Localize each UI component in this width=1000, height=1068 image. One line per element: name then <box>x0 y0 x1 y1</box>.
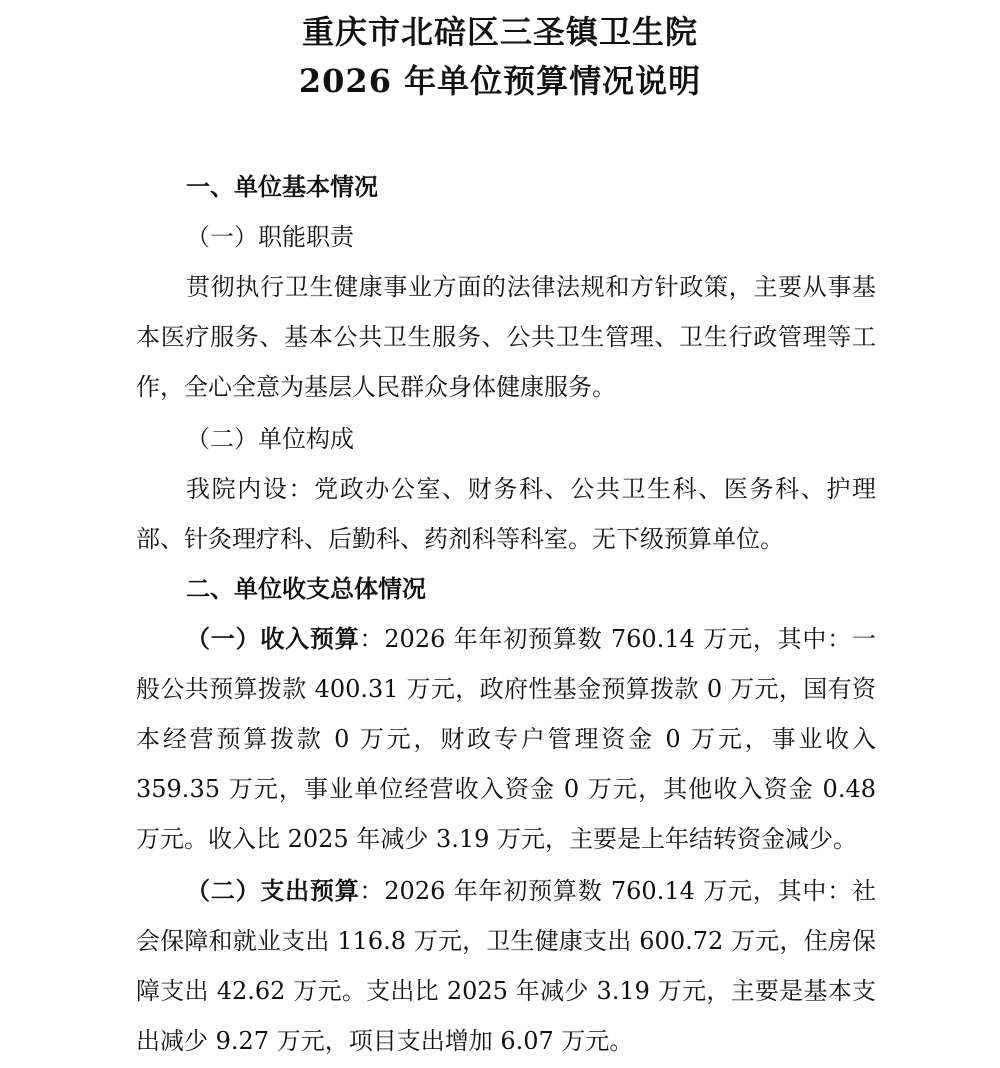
income-budget-text: ：2026 年年初预算数 760.14 万元，其中：一般公共预算拨款 400.31 万元，政府性基金预算拨款 0 万元，国有资本经营预算拨款 0 万元，财政专户管理资金 0 万元，事业收入 359.35 万元，事业单位经营收入资金 0 万元，其他收入资金 0.48 万元。收入比 2025 年减少 3.19 万元，主要是上年结转资金减少。 <box>136 625 876 853</box>
expense-budget-label: （二）支出预算 <box>186 876 360 905</box>
document-title-line2: 2026 年单位预算情况说明 <box>298 62 702 100</box>
section1-para2: 我院内设：党政办公室、财务科、公共卫生科、医务科、护理部、针灸理疗科、后勤科、药剂科等科室。无下级预算单位。 <box>136 475 876 553</box>
section1-heading: 一、单位基本情况 <box>186 173 378 201</box>
section1-sub2-heading: （二）单位构成 <box>186 425 354 453</box>
section1-para1: 贯彻执行卫生健康事业方面的法律法规和方针政策，主要从事基本医疗服务、基本公共卫生服务、公共卫生管理、卫生行政管理等工作，全心全意为基层人民群众身体健康服务。 <box>136 273 876 401</box>
income-budget-label: （一）收入预算 <box>186 624 360 653</box>
section2-heading: 二、单位收支总体情况 <box>186 575 426 603</box>
expense-budget-text: ：2026 年年初预算数 760.14 万元，其中：社会保障和就业支出 116.8 万元，卫生健康支出 600.72 万元，住房保障支出 42.62 万元。支出比 2025 年减少 3.19 万元，主要是基本支出减少 9.27 万元，项目支出增加 6.07 万元。 <box>136 877 876 1055</box>
section1-sub1-heading: （一）职能职责 <box>186 223 354 251</box>
income-budget-paragraph <box>136 614 876 864</box>
expense-budget-paragraph <box>136 866 876 1066</box>
document-title-line1: 重庆市北碚区三圣镇卫生院 <box>301 13 698 51</box>
